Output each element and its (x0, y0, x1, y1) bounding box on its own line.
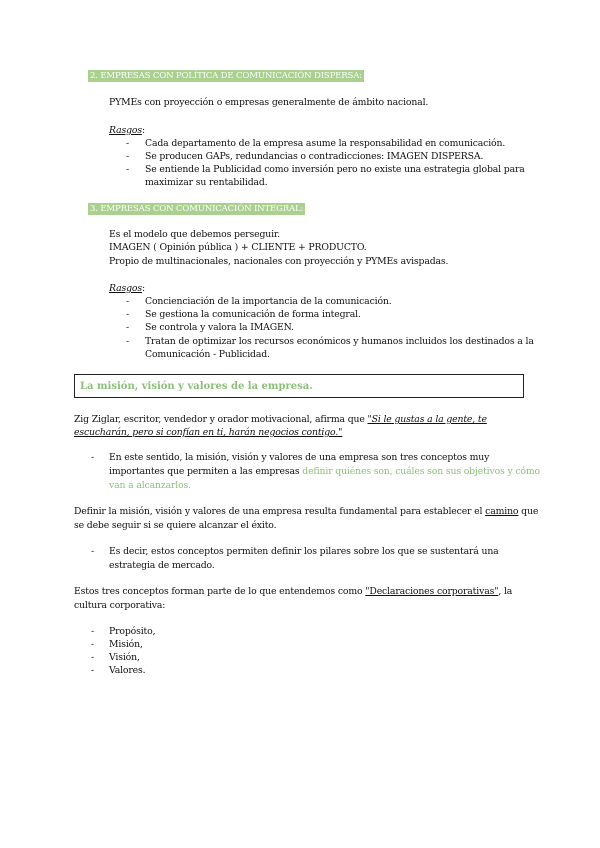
paragraph-2-line-1: Definir la misión, visión y valores de una empresa resulta fundamental para establecer el camino que (74, 506, 539, 517)
bullet-dash: - (126, 309, 130, 320)
mision-title-box (74, 374, 524, 398)
mision-bullet-2-line-1: Es decir, estos conceptos permiten definir los pilares sobre los que se sustentará una (109, 546, 499, 557)
section-2-bullet: Se entiende la Publicidad como inversión pero no existe una estrategia global para (145, 164, 525, 175)
bullet-dash: - (126, 138, 130, 149)
section-3-bullet-cont: Comunicación - Publicidad. (145, 349, 270, 360)
bullet-dash: - (126, 296, 130, 307)
highlight-text: definir quiénes son, cuáles son sus objetivos y cómo (302, 466, 540, 477)
section-3-rasgos: Rasgos: (109, 283, 145, 294)
section-3-bullet: Concienciación de la importancia de la comunicación. (145, 296, 392, 307)
mision-bullet-1-line-3: van a alcanzarlos. (109, 480, 191, 491)
bullet-dash: - (91, 452, 95, 463)
bullet-dash: - (91, 652, 95, 663)
section-2-intro: PYMEs con proyección o empresas generalmente de ámbito nacional. (109, 97, 429, 108)
mision-bullet-2-line-2: estrategia de mercado. (109, 560, 215, 571)
section-3-line: IMAGEN ( Opinión pública ) + CLIENTE + PRODUCTO. (109, 242, 367, 253)
bullet-dash: - (91, 639, 95, 650)
bullet-dash: - (126, 336, 130, 347)
paragraph-3-line-1: Estos tres conceptos forman parte de lo que entendemos como "Declaraciones corporativas", la (74, 586, 513, 597)
mision-title: La misión, visión y valores de la empresa. (80, 381, 313, 392)
section-2-rasgos: Rasgos: (109, 125, 145, 136)
section-3-line: Propio de multinacionales, nacionales con proyección y PYMEs avispadas. (109, 256, 449, 267)
bullet-dash: - (91, 665, 95, 676)
list-item: Propósito, (109, 626, 156, 637)
section-2-bullet: Cada departamento de la empresa asume la responsabilidad en comunicación. (145, 138, 506, 149)
mision-bullet-1-line-1: En este sentido, la misión, visión y valores de una empresa son tres conceptos muy (109, 452, 490, 463)
section-2-heading: 2. EMPRESAS CON POLÍTICA DE COMUNICACIÓN DISPERSA: (90, 71, 362, 81)
list-item: Misión, (109, 639, 143, 650)
section-3-heading: 3. EMPRESAS CON COMUNICACIÓN INTEGRAL: (90, 204, 304, 214)
bullet-dash: - (126, 151, 130, 162)
bullet-dash: - (126, 164, 130, 175)
list-item: Visión, (109, 652, 140, 663)
list-item: Valores. (109, 665, 146, 676)
quote-paragraph-line-2: escucharán, pero si confían en ti, harán negocios contigo." (74, 427, 343, 438)
section-3-bullet: Se gestiona la comunicación de forma integral. (145, 309, 361, 320)
quote-paragraph-line-1: Zig Ziglar, escritor, vendedor y orador motivacional, afirma que "Si le gustas a la gente, te (74, 414, 487, 425)
section-2-bullet-cont: maximizar su rentabilidad. (145, 177, 268, 188)
bullet-dash: - (126, 322, 130, 333)
bullet-dash: - (91, 546, 95, 557)
section-3-bullet: Tratan de optimizar los recursos económicos y humanos incluidos los destinados a la (145, 336, 534, 347)
mision-bullet-1-line-2: importantes que permiten a las empresas definir quiénes son, cuáles son sus objetivos y cómo (109, 466, 540, 477)
bullet-dash: - (91, 626, 95, 637)
section-3-bullet: Se controla y valora la IMAGEN. (145, 322, 294, 333)
paragraph-3-line-2: cultura corporativa: (74, 600, 166, 611)
paragraph-2-line-2: se debe seguir si se quiere alcanzar el éxito. (74, 520, 277, 531)
section-2-bullet: Se producen GAPs, redundancias o contradicciones: IMAGEN DISPERSA. (145, 151, 484, 162)
section-3-line: Es el modelo que debemos perseguir. (109, 229, 280, 240)
